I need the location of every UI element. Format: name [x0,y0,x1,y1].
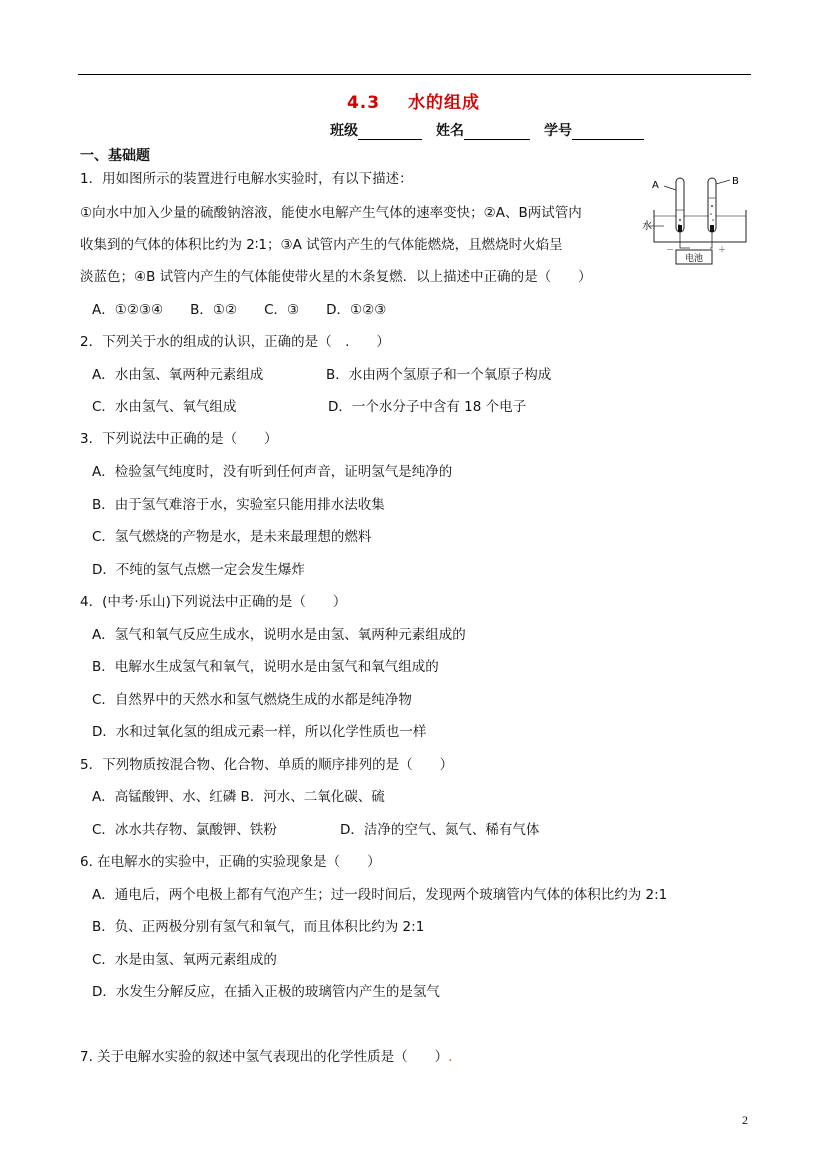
q1-line1: 1．用如图所示的装置进行电解水实验时，有以下描述： [80,171,413,187]
id-blank[interactable] [572,125,644,140]
q5-options-ab: A．高锰酸钾、水、红磷 B．河水、二氧化碳、硫 [92,789,385,805]
q1-options: A．①②③④ B．①② C．③ D．①②③ [92,302,387,318]
q4-option-c: C．自然界中的天然水和氢气燃烧生成的水都是纯净物 [92,692,412,708]
q1-line2: ①向水中加入少量的硫酸钠溶液，能使水电解产生气体的速率变快；②A、B两试管内 [80,205,582,221]
header-rule [78,74,751,75]
q6-option-d: D．水发生分解反应，在插入正极的玻璃管内产生的是氢气 [92,984,440,1000]
battery-label: 电池 [684,254,704,264]
plus-sign: ＋ [718,245,726,254]
q6-stem: 6. 在电解水的实验中，正确的实验现象是（ ） [80,854,381,870]
q3-option-d: D．不纯的氢气点燃一定会发生爆炸 [92,562,305,578]
page-number: 2 [742,1113,748,1127]
id-label: 学号 [544,123,572,139]
q2-option-b: B．水由两个氢原子和一个氧原子构成 [326,367,552,383]
q3-stem: 3．下列说法中正确的是（ ） [80,431,278,447]
q4-stem: 4．(中考·乐山)下列说法中正确的是（ ） [80,594,347,610]
name-blank[interactable] [464,125,530,140]
student-info [330,120,658,140]
class-blank[interactable] [358,125,422,140]
electrolysis-apparatus-diagram [642,170,750,270]
page-title [0,88,827,113]
q2-option-c: C．水由氢气、氧气组成 [92,399,237,415]
q6-option-c: C．水是由氢、氧两元素组成的 [92,952,277,968]
section-heading: 一、基础题 [80,148,150,164]
q7-dot: . [448,1049,453,1065]
q5-option-c: C．冰水共存物、氯酸钾、铁粉 [92,822,277,838]
q3-option-a: A．检验氢气纯度时，没有听到任何声音，证明氢气是纯净的 [92,464,453,480]
name-label: 姓名 [436,123,464,139]
q2-option-a: A．水由氢、氧两种元素组成 [92,367,264,383]
q5-option-d: D．洁净的空气、氮气、稀有气体 [340,822,540,838]
q6-option-a: A．通电后，两个电极上都有气泡产生；过一段时间后，发现两个玻璃管内气体的体积比约为 2:1 [92,887,668,903]
q2-stem: 2．下列关于水的组成的认识，正确的是（ . ） [80,334,390,350]
q4-option-b: B．电解水生成氢气和氧气，说明水是由氢气和氧气组成的 [92,659,439,675]
q4-option-a: A．氢气和氧气反应生成水，说明水是由氢、氧两种元素组成的 [92,627,466,643]
q1-line3: 收集到的气体的体积比约为 2∶1；③A 试管内产生的气体能燃烧，且燃烧时火焰呈 [80,237,563,253]
q7-stem-text: 7. 关于电解水实验的叙述中氢气表现出的化学性质是（ ） [80,1049,449,1065]
q3-option-b: B．由于氢气难溶于水，实验室只能用排水法收集 [92,497,385,513]
title-text: 水的组成 [408,93,481,113]
q1-line4: 淡蓝色；④B 试管内产生的气体能使带火星的木条复燃．以上描述中正确的是（ ） [80,269,592,285]
q7-stem [80,1048,452,1066]
water-label: 水 [642,221,652,232]
class-label: 班级 [330,123,358,139]
title-number: 4.3 [346,93,381,113]
minus-sign: － [666,245,674,254]
q3-option-c: C．氢气燃烧的产物是水，是未来最理想的燃料 [92,529,372,545]
tube-b-label: B [732,176,739,187]
q2-option-d: D．一个水分子中含有 18 个电子 [328,399,527,415]
q6-option-b: B．负、正两极分别有氢气和氧气，而且体积比约为 2:1 [92,919,425,935]
q4-option-d: D．水和过氧化氢的组成元素一样，所以化学性质也一样 [92,724,427,740]
q5-stem: 5．下列物质按混合物、化合物、单质的顺序排列的是（ ） [80,757,454,773]
tube-a-label: A [652,180,659,191]
